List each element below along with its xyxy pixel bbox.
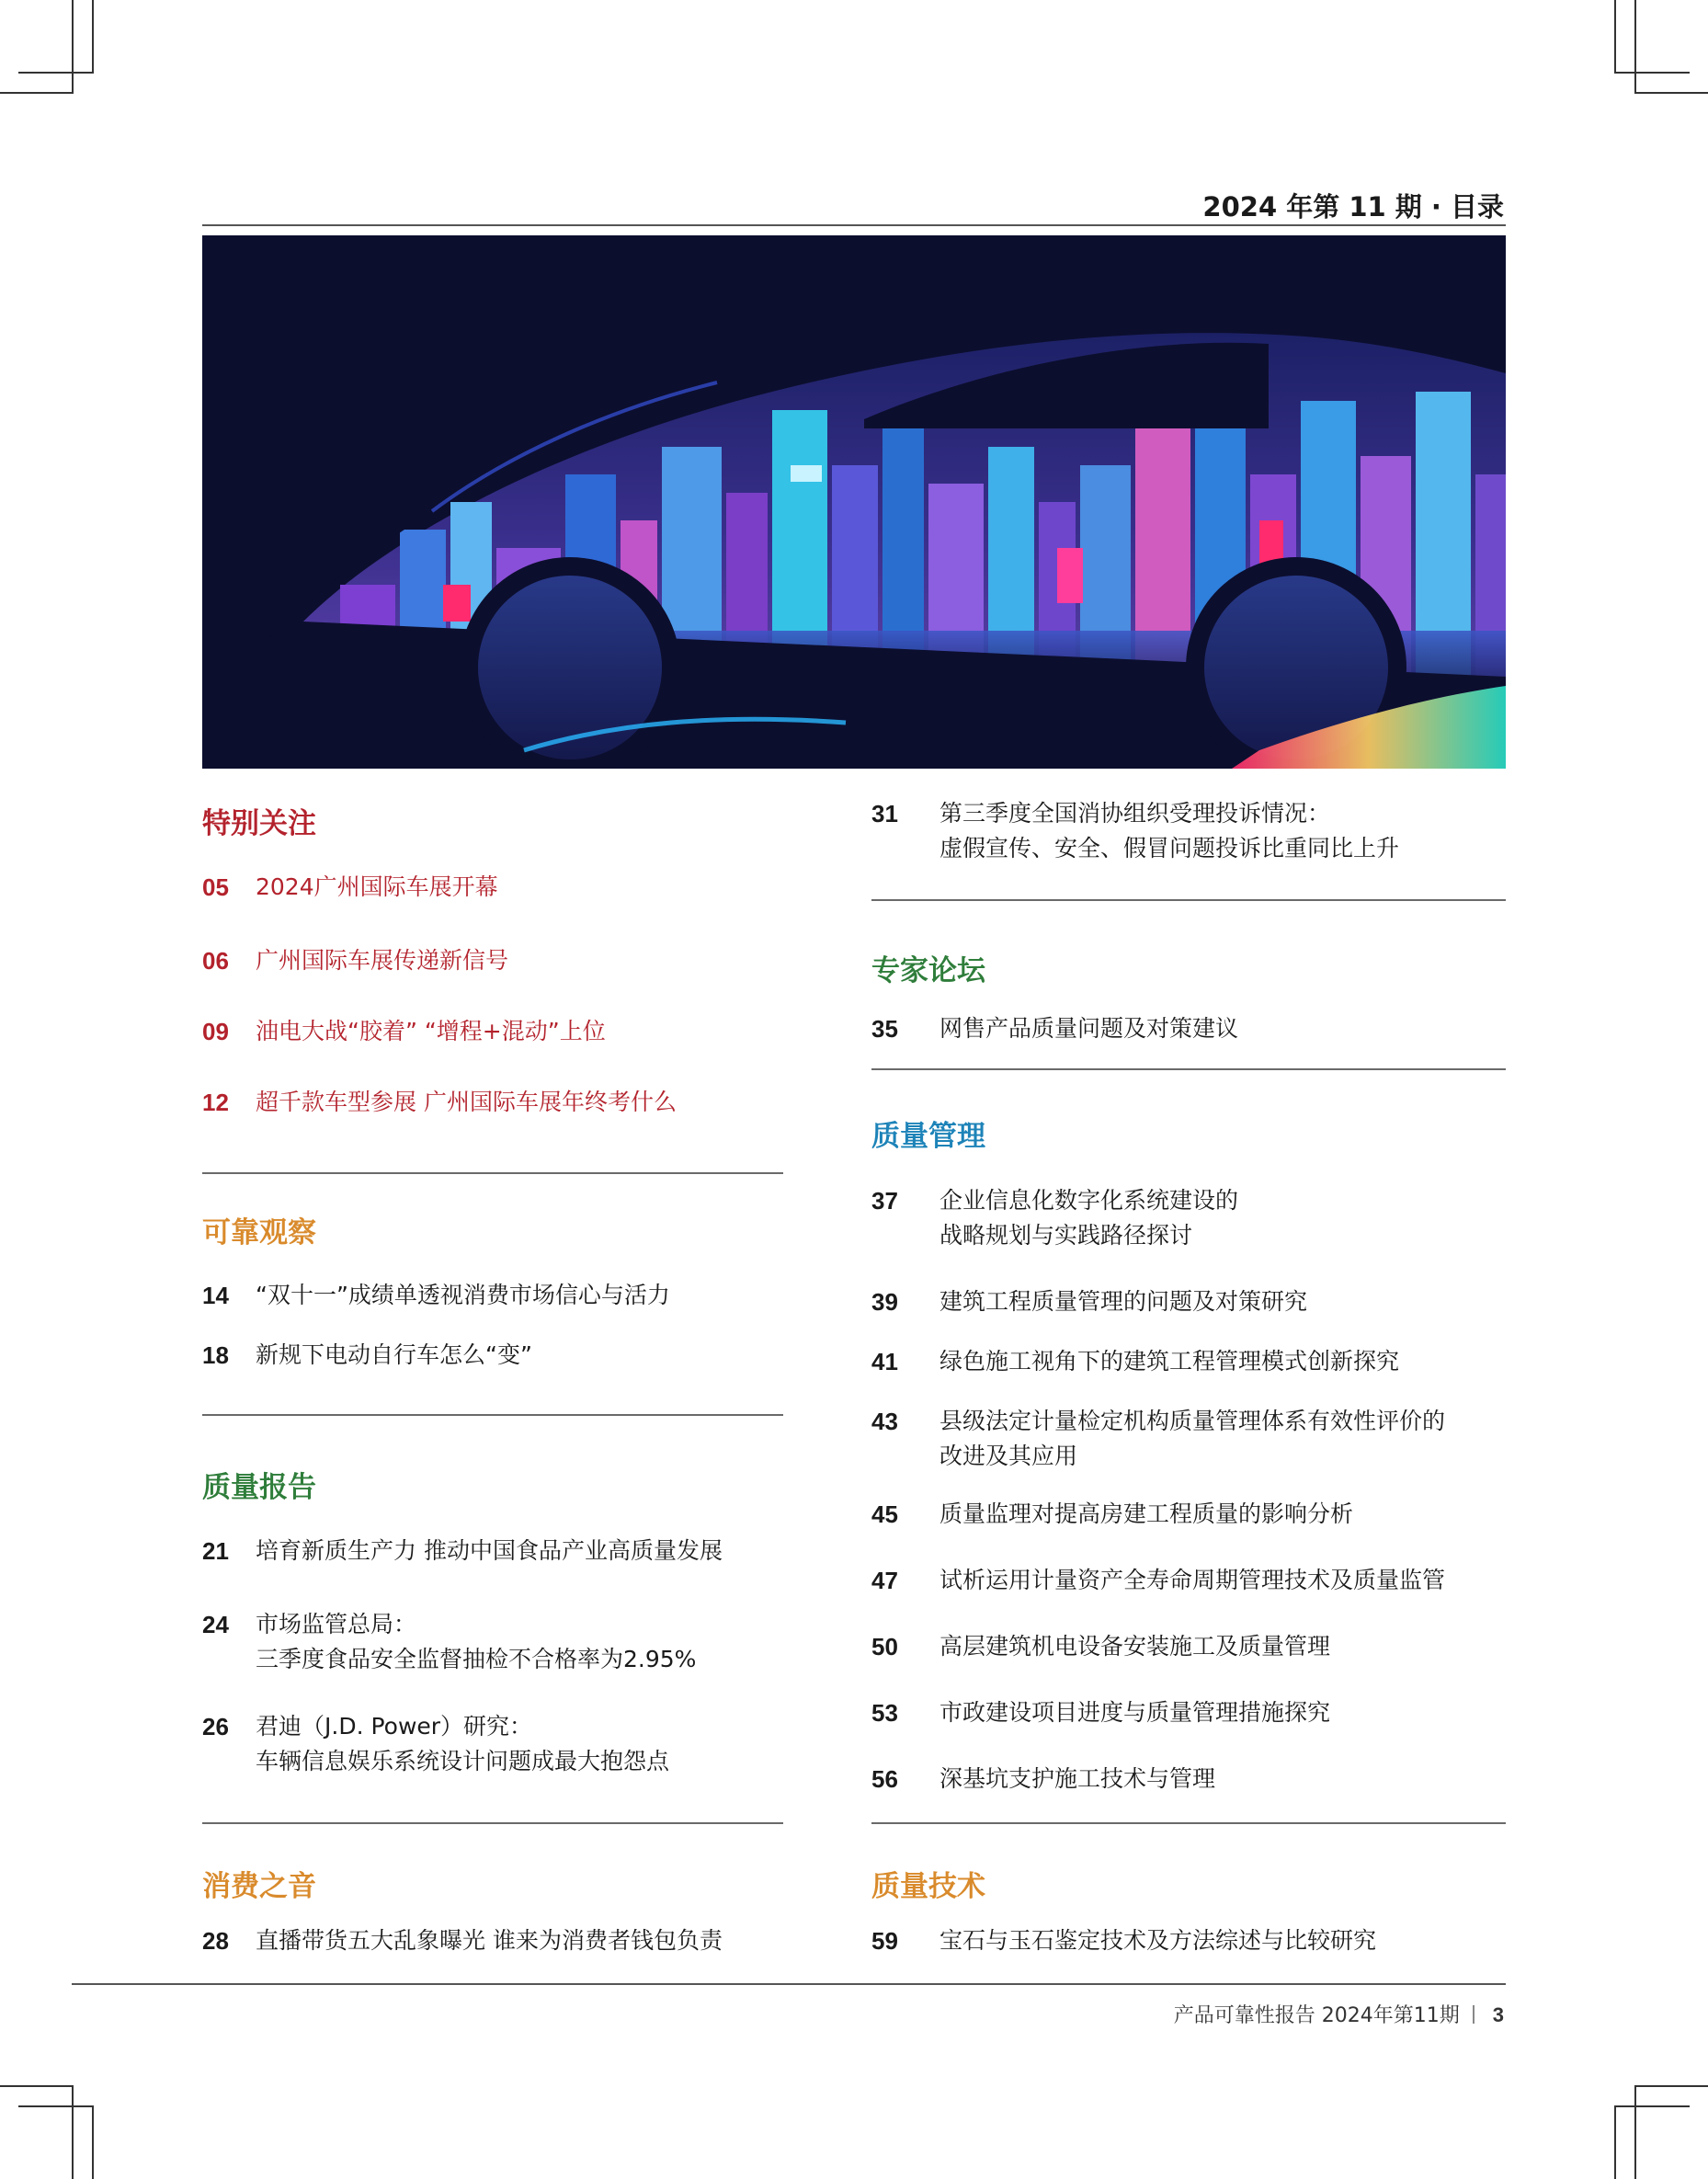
toc-entry-title: 建筑工程质量管理的问题及对策研究 <box>939 1288 1308 1315</box>
toc-entry-title: 绿色施工视角下的建筑工程管理模式创新探究 <box>939 1348 1400 1375</box>
toc-entry-page-number: 31 <box>871 800 898 827</box>
toc-entry[interactable] <box>871 1923 1506 1958</box>
section-heading: 可靠观察 <box>202 1216 316 1249</box>
toc-entry[interactable] <box>871 1563 1506 1598</box>
toc-entry-page-number: 35 <box>871 1015 898 1043</box>
section-divider <box>202 1414 783 1416</box>
toc-entry-page-number: 56 <box>871 1765 898 1793</box>
toc-entry-page-number: 39 <box>871 1288 898 1316</box>
toc-entry-page-number: 24 <box>202 1611 229 1638</box>
toc-entry-title: 2024广州国际车展开幕 <box>256 873 498 900</box>
toc-entry-page-number: 18 <box>202 1341 229 1369</box>
toc-entry-title: 虚假宣传、安全、假冒问题投诉比重同比上升 <box>939 835 1400 861</box>
toc-entry-page-number: 28 <box>202 1927 229 1955</box>
hero-image <box>202 235 1506 769</box>
section-heading: 特别关注 <box>202 807 316 840</box>
toc-entry-title: 新规下电动自行车怎么“变” <box>256 1341 532 1368</box>
section-heading: 质量管理 <box>871 1120 985 1153</box>
toc-entry[interactable] <box>871 1183 1506 1253</box>
toc-entry[interactable] <box>871 1404 1506 1474</box>
toc-entry-title: 试析运用计量资产全寿命周期管理技术及质量监管 <box>939 1567 1446 1593</box>
toc-entry-title: 油电大战“胶着” “增程+混动”上位 <box>256 1018 606 1044</box>
toc-entry[interactable] <box>871 1497 1506 1532</box>
toc-entry-title: 改进及其应用 <box>939 1443 1078 1469</box>
toc-entry[interactable] <box>202 1085 783 1120</box>
section-divider <box>871 1068 1506 1070</box>
toc-entry[interactable] <box>202 1278 783 1313</box>
toc-entry-title: 第三季度全国消协组织受理投诉情况： <box>939 800 1331 827</box>
toc-entry-page-number: 50 <box>871 1633 898 1660</box>
toc-entry-page-number: 37 <box>871 1187 898 1215</box>
toc-entry-page-number: 53 <box>871 1699 898 1727</box>
toc-entry-title: 宝石与玉石鉴定技术及方法综述与比较研究 <box>939 1927 1377 1954</box>
toc-entry[interactable] <box>871 1695 1506 1730</box>
toc-entry-page-number: 26 <box>202 1713 229 1740</box>
section-divider <box>871 899 1506 901</box>
toc-entry[interactable] <box>202 1709 783 1779</box>
toc-entry-page-number: 21 <box>202 1537 229 1565</box>
toc-entry-title: 市场监管总局： <box>256 1611 417 1637</box>
toc-entry-title: 高层建筑机电设备安装施工及质量管理 <box>939 1633 1331 1660</box>
footer-publication: 产品可靠性报告 2024年第11期 <box>1173 2004 1460 2027</box>
toc-entry[interactable] <box>202 1014 783 1049</box>
toc-entry-title: 质量监理对提高房建工程质量的影响分析 <box>939 1500 1354 1527</box>
toc-entry-title: 企业信息化数字化系统建设的 <box>939 1187 1239 1214</box>
toc-entry-title: 战略规划与实践路径探讨 <box>939 1222 1193 1249</box>
section-heading: 消费之音 <box>202 1870 316 1903</box>
section-divider <box>202 1172 783 1174</box>
section-heading: 质量技术 <box>871 1870 985 1903</box>
toc-entry[interactable] <box>202 1338 783 1373</box>
toc-entry-title: 君迪（J.D. Power）研究： <box>256 1713 533 1740</box>
toc-entry-title: “双十一”成绩单透视消费市场信心与活力 <box>256 1282 670 1308</box>
toc-entry-title: 市政建设项目进度与质量管理措施探究 <box>939 1699 1331 1726</box>
toc-entry[interactable] <box>202 1534 783 1569</box>
toc-entry-title: 直播带货五大乱象曝光 谁来为消费者钱包负责 <box>256 1927 723 1954</box>
toc-entry[interactable] <box>202 1607 783 1677</box>
toc-entry-title: 车辆信息娱乐系统设计问题成最大抱怨点 <box>256 1748 670 1774</box>
section-divider <box>871 1822 1506 1824</box>
toc-entry-page-number: 45 <box>871 1500 898 1528</box>
toc-entry[interactable] <box>871 1284 1506 1319</box>
toc-entry[interactable] <box>871 1762 1506 1797</box>
section-heading: 专家论坛 <box>871 954 985 987</box>
toc-entry-title: 广州国际车展传递新信号 <box>256 947 509 974</box>
footer-rule <box>72 1983 1506 1985</box>
section-heading: 质量报告 <box>202 1471 316 1504</box>
page-number: 3 <box>1492 2003 1504 2026</box>
toc-entry-title: 超千款车型参展 广州国际车展年终考什么 <box>256 1089 677 1115</box>
toc-entry[interactable] <box>871 1011 1506 1046</box>
toc-entry[interactable] <box>202 870 783 905</box>
toc-entry-title: 网售产品质量问题及对策建议 <box>939 1015 1239 1042</box>
toc-entry-page-number: 12 <box>202 1089 229 1116</box>
toc-entry-title: 培育新质生产力 推动中国食品产业高质量发展 <box>256 1537 723 1564</box>
footer <box>1174 2000 1504 2028</box>
section-divider <box>202 1822 783 1824</box>
toc-entry[interactable] <box>871 1629 1506 1664</box>
toc-entry[interactable] <box>202 1923 783 1958</box>
toc-entry-page-number: 05 <box>202 873 229 901</box>
toc-entry-page-number: 06 <box>202 947 229 975</box>
toc-entry[interactable] <box>202 943 783 978</box>
toc-entry-page-number: 41 <box>871 1348 898 1375</box>
header-rule <box>202 224 1506 226</box>
toc-entry-page-number: 14 <box>202 1282 229 1309</box>
toc-entry-page-number: 59 <box>871 1927 898 1955</box>
page-title: 2024 年第 11 期 · 目录 <box>1202 191 1504 222</box>
toc-entry[interactable] <box>871 796 1506 866</box>
toc-entry-page-number: 09 <box>202 1018 229 1045</box>
toc-entry[interactable] <box>871 1344 1506 1379</box>
footer-separator <box>1473 2005 1475 2024</box>
toc-entry-title: 深基坑支护施工技术与管理 <box>939 1765 1216 1792</box>
toc-entry-page-number: 47 <box>871 1567 898 1594</box>
toc-entry-title: 三季度食品安全监督抽检不合格率为2.95% <box>256 1646 697 1672</box>
toc-entry-title: 县级法定计量检定机构质量管理体系有效性评价的 <box>939 1408 1446 1434</box>
toc-entry-page-number: 43 <box>871 1408 898 1435</box>
